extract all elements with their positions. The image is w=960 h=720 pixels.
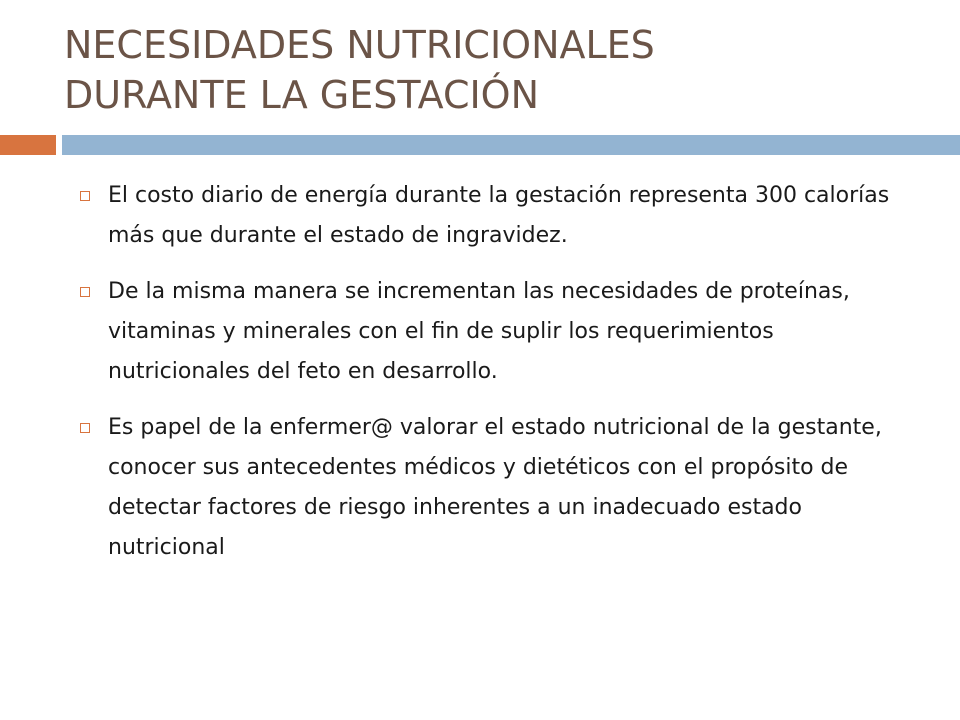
- bullet-text: De la misma manera se incrementan las necesidades de proteínas, vitaminas y minerales con el fin de suplir los requerimientos nutricionales del feto en desarrollo.: [108, 279, 850, 384]
- hollow-square-icon: [80, 287, 90, 297]
- bullet-text: Es papel de la enfermer@ valorar el estado nutricional de la gestante, conocer sus antecedentes médicos y dietéticos con el propósito de detectar factores de riesgo inherentes a un inadecuado estado nutricional: [108, 415, 882, 560]
- bullet-text: El costo diario de energía durante la gestación representa 300 calorías más que durante el estado de ingravidez.: [108, 183, 890, 248]
- title-line-1: NECESIDADES NUTRICIONALES: [64, 23, 655, 67]
- accent-bar-orange: [0, 135, 56, 155]
- bullet-list: [80, 176, 920, 584]
- title-line-2: DURANTE LA GESTACIÓN: [64, 73, 540, 117]
- bullet-item: [80, 272, 920, 392]
- bullet-item: [80, 408, 920, 568]
- slide-title: [64, 20, 924, 120]
- accent-bar-blue: [62, 135, 960, 155]
- hollow-square-icon: [80, 423, 90, 433]
- bullet-item: [80, 176, 920, 256]
- hollow-square-icon: [80, 191, 90, 201]
